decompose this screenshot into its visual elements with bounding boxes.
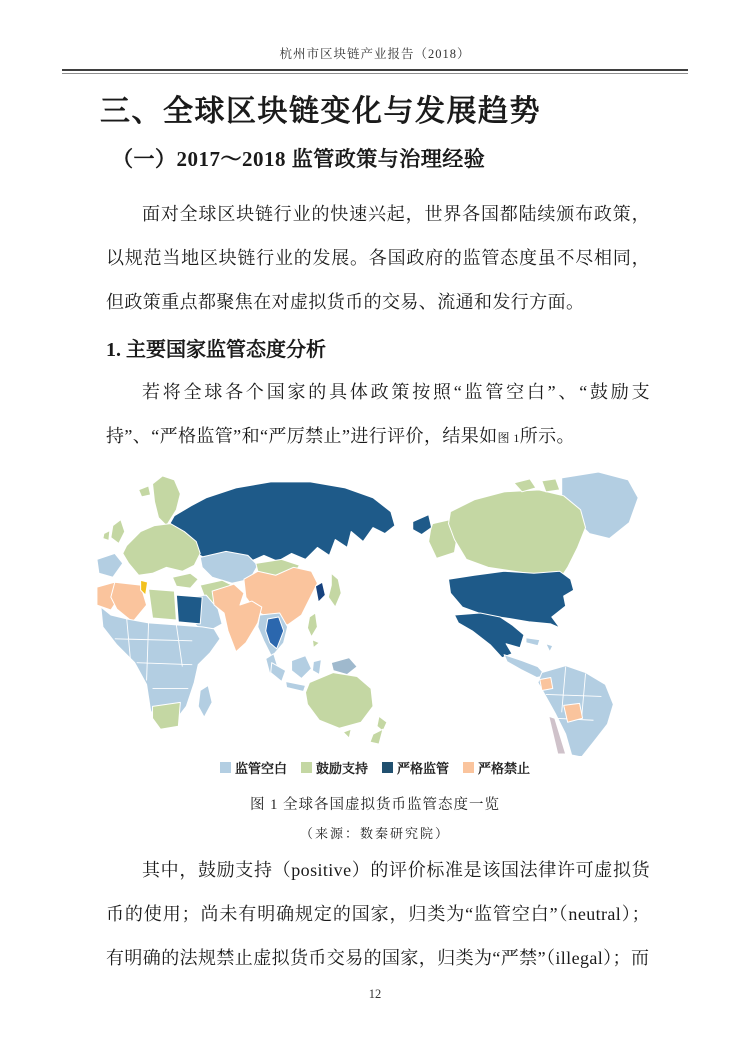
map-chukotka xyxy=(413,515,432,535)
map-sumatra xyxy=(271,663,286,682)
figure-source: （来源：数秦研究院） xyxy=(299,826,450,841)
map-south-africa xyxy=(153,702,181,729)
map-japan xyxy=(328,573,341,607)
map-new-guinea xyxy=(331,658,357,675)
map-sulawesi xyxy=(312,660,321,675)
legend-item-support xyxy=(301,758,368,777)
page-number: 12 xyxy=(368,987,382,1001)
subsection-title: 1. 主要国家监管态度分析 xyxy=(106,339,326,361)
paragraph-2-text-end: 所示。 xyxy=(519,426,575,446)
world-map-container xyxy=(95,468,655,756)
map-libya xyxy=(149,589,177,620)
map-nz-north xyxy=(377,716,387,731)
map-canada xyxy=(448,490,585,579)
map-legend xyxy=(0,758,750,777)
legend-swatch-strict xyxy=(382,762,393,773)
map-turkey xyxy=(172,573,198,588)
world-map xyxy=(95,468,655,756)
map-russia xyxy=(166,482,394,563)
paragraph-2-text: 若将全球各个国家的具体政策按照“监管空白”、“鼓励支持”、“严格监管”和“严厉禁止”进行评价，结果如 xyxy=(106,382,650,446)
legend-item-blank xyxy=(220,758,287,777)
section-title: （一）2017～2018 监管政策与治理经验 xyxy=(112,147,486,171)
legend-item-ban xyxy=(463,758,530,777)
legend-label-ban: 严格禁止 xyxy=(478,761,531,776)
map-bolivia xyxy=(564,703,583,722)
legend-swatch-ban xyxy=(463,762,474,773)
legend-label-blank: 监管空白 xyxy=(234,761,287,776)
map-ireland xyxy=(103,531,110,541)
map-korea xyxy=(315,582,325,602)
map-uk xyxy=(111,520,125,544)
legend-swatch-support xyxy=(301,762,312,773)
map-nz-south xyxy=(370,729,383,744)
paragraph-2 xyxy=(106,370,650,460)
map-cuba xyxy=(526,638,540,646)
map-iceland xyxy=(139,486,151,497)
map-iberia xyxy=(97,553,123,577)
paragraph-1: 面对全球区块链行业的快速兴起，世界各国都陆续颁布政策，以规范当地区块链行业的发展。各国政府的监管态度虽不尽相同，但政策重点都聚焦在对虚拟货币的交易、流通和发行方面。 xyxy=(106,204,650,312)
legend-label-support: 鼓励支持 xyxy=(315,761,368,776)
map-java xyxy=(286,682,306,692)
chapter-title: 三、全球区块链变化与发展趋势 xyxy=(100,95,541,128)
map-tasmania xyxy=(343,729,351,738)
header-rule xyxy=(62,69,688,74)
legend-label-strict: 严格监管 xyxy=(397,761,450,776)
map-ecuador xyxy=(540,678,553,691)
paragraph-3: 其中，鼓励支持（positive）的评价标准是该国法律许可虚拟货币的使用；尚未有明确规定的国家，归类为“监管空白”（neutral）；有明确的法规禁止虚拟货币交易的国家，归类为“严禁”（illegal）；而 xyxy=(106,860,650,968)
map-central-america xyxy=(504,655,546,678)
legend-swatch-blank xyxy=(220,762,231,773)
map-australia xyxy=(305,673,373,729)
map-madagascar xyxy=(198,685,212,717)
map-hispaniola xyxy=(546,644,553,652)
map-borneo xyxy=(292,656,312,679)
map-philippines xyxy=(307,613,317,637)
running-header: 杭州市区块链产业报告（2018） xyxy=(279,47,471,61)
figure-reference: 图 1 xyxy=(497,431,520,445)
legend-item-strict xyxy=(382,758,449,777)
map-philippines-s xyxy=(312,640,319,648)
figure-caption: 图 1 全球各国虚拟货币监管态度一览 xyxy=(250,797,500,813)
figure-1 xyxy=(0,468,750,842)
map-egypt xyxy=(176,595,202,624)
map-arctic-islands-2 xyxy=(542,479,560,492)
